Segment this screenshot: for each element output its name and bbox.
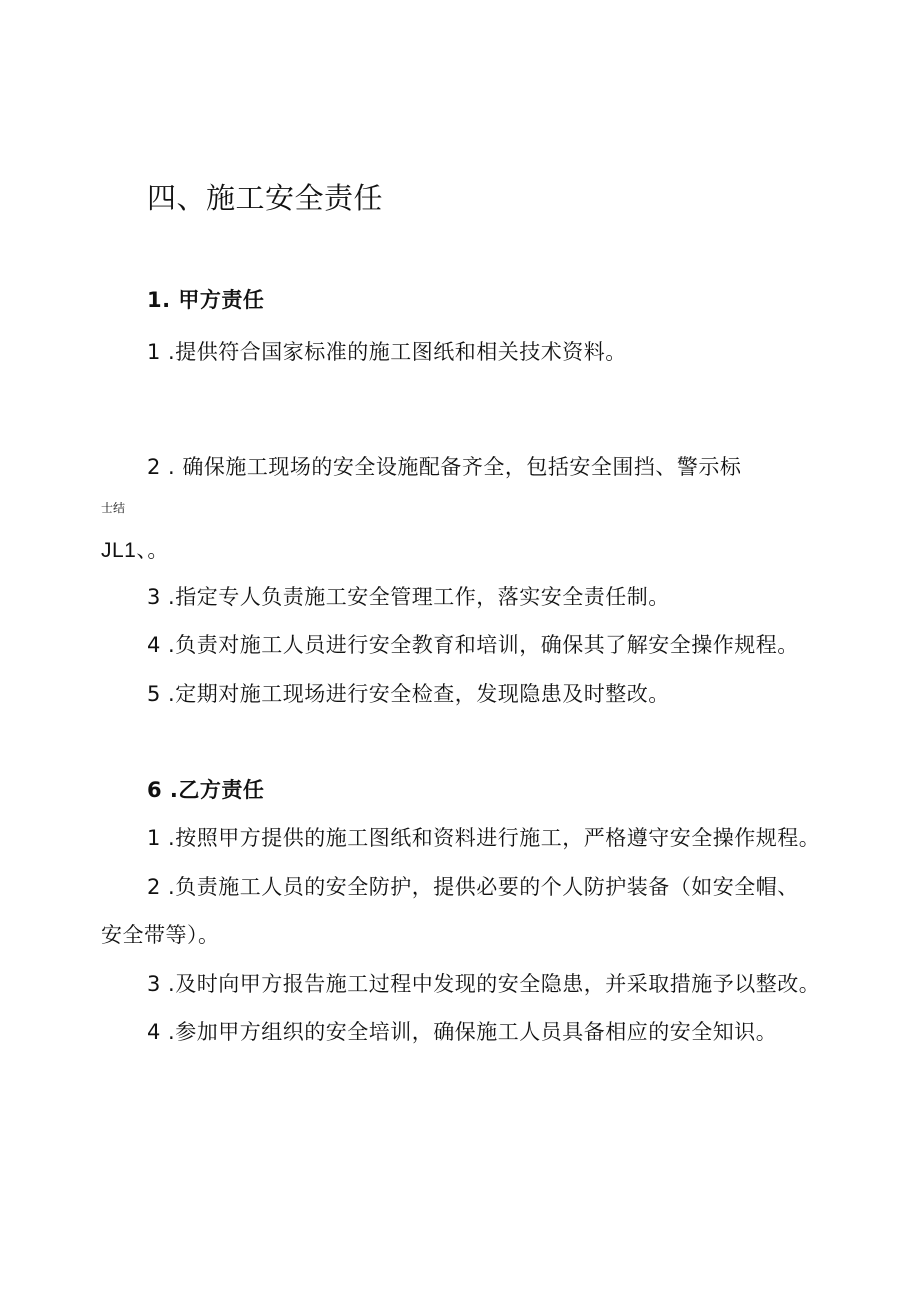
party-a-item-1: 1 .提供符合国家标准的施工图纸和相关技术资料。 (147, 340, 627, 364)
party-b-item-2-continuation: 安全带等）。 (101, 923, 220, 947)
party-b-item-3: 3 .及时向甲方报告施工过程中发现的安全隐患，并采取措施予以整改。 (147, 972, 821, 996)
stray-small-text: 士结 (101, 501, 126, 515)
stray-line-text: JL1、。 (101, 539, 169, 562)
party-b-item-4: 4 .参加甲方组织的安全培训，确保施工人员具备相应的安全知识。 (147, 1020, 778, 1044)
party-a-item-4: 4 .负责对施工人员进行安全教育和培训，确保其了解安全操作规程。 (147, 633, 799, 657)
party-b-item-1: 1 .按照甲方提供的施工图纸和资料进行施工，严格遵守安全操作规程。 (147, 826, 821, 850)
party-a-heading: 1. 甲方责任 (147, 288, 265, 312)
party-a-item-2: 2 . 确保施工现场的安全设施配备齐全，包括安全围挡、警示标 (147, 455, 742, 479)
section-title: 四、施工安全责任 (147, 181, 384, 215)
party-a-item-5: 5 .定期对施工现场进行安全检查，发现隐患及时整改。 (147, 682, 670, 706)
party-b-item-2: 2 .负责施工人员的安全防护，提供必要的个人防护装备（如安全帽、 (147, 875, 799, 899)
party-a-item-3: 3 .指定专人负责施工安全管理工作，落实安全责任制。 (147, 585, 670, 609)
party-b-heading: 6 .乙方责任 (147, 778, 265, 802)
